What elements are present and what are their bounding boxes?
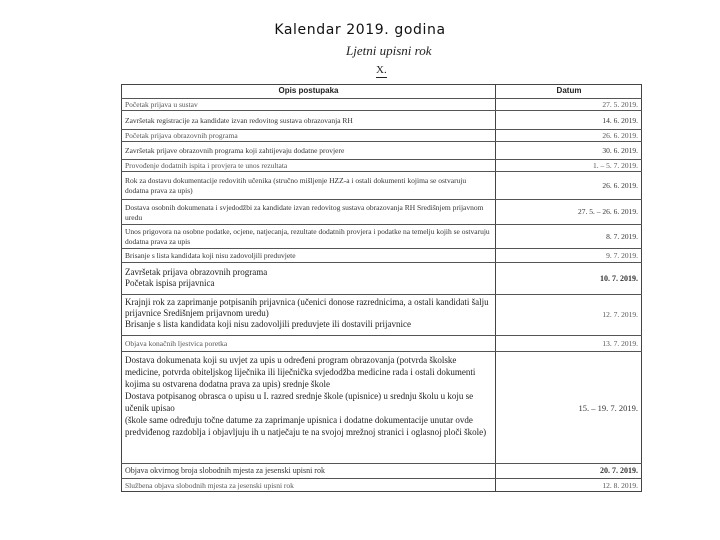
row-date: 14. 6. 2019. xyxy=(602,116,638,125)
row-description: Krajnji rok za zaprimanje potpisanih prijavnica (učenici donose razrednicima, a ostali kandidati šalju prijavnice Središnjem prijavnom uredu) Brisanje s lista kandidata koji nisu zadovoljili preduvjete ili dostavili prijavnice xyxy=(125,297,489,329)
table-row xyxy=(121,110,642,129)
table-row xyxy=(121,171,642,199)
row-description: Završetak prijava obrazovnih programa Početak ispisa prijavnica xyxy=(125,267,268,288)
row-date: 8. 7. 2019. xyxy=(606,232,638,241)
table-row xyxy=(121,129,642,141)
table-row xyxy=(121,248,642,262)
row-date: 30. 6. 2019. xyxy=(602,146,638,155)
row-date: 13. 7. 2019. xyxy=(602,339,638,348)
row-description: Dostava dokumenata koji su uvjet za upis u određeni program obrazovanja (potvrda školske medicine, potvrda obiteljskog liječnika ili liječnička svjedodžba medicine rada i ostali dokumenti kojima su ostvarena dodatna prava za upis) srednje škole Dostava potpisanog obrasca o upisu u I. razred srednje škole (upisnice) u srednju školu u koju se učenik upisao (škole same određuju točne datume za zaprimanje upisnica i dodatne dokumentacije unutar ovde predviđenog razdoblja i objavljuju ih u natječaju te na svojoj mrežnoj stranici i oglasnoj ploči škole) xyxy=(125,355,487,437)
table-row xyxy=(121,224,642,248)
row-date: 9. 7. 2019. xyxy=(606,251,638,260)
row-date: 12. 8. 2019. xyxy=(602,481,638,490)
row-date: 15. – 19. 7. 2019. xyxy=(578,403,638,413)
table-row xyxy=(121,98,642,110)
table-row xyxy=(121,478,642,492)
column-header-date: Datum xyxy=(556,86,582,95)
row-date: 10. 7. 2019. xyxy=(600,274,638,283)
row-description: Završetak prijave obrazovnih programa koji zahtijevaju dodatne provjere xyxy=(125,146,345,155)
row-description: Objava okvirnog broja slobodnih mjesta za jesenski upisni rok xyxy=(125,466,325,475)
row-description: Rok za dostavu dokumentacije redovitih učenika (stručno mišljenje HZZ-a i ostali dokumenti kojima se ostvaruju dodatna prava za upis) xyxy=(125,176,467,195)
row-description: Završetak registracije za kandidate izvan redovitog sustava obrazovanja RH xyxy=(125,116,353,125)
row-date: 12. 7. 2019. xyxy=(602,310,638,319)
document-subheading: X. xyxy=(376,64,387,76)
row-description: Provođenje dodatnih ispita i provjera te unos rezultata xyxy=(125,161,288,170)
row-date: 20. 7. 2019. xyxy=(600,466,638,475)
row-description: Početak prijava u sustav xyxy=(125,100,198,109)
table-row xyxy=(121,294,642,335)
row-date: 26. 6. 2019. xyxy=(602,131,638,140)
row-description: Objava konačnih ljestvica poretka xyxy=(125,339,228,348)
document-heading: Ljetni upisni rok xyxy=(346,43,432,58)
table-row xyxy=(121,262,642,294)
slide-title: Kalendar 2019. godina xyxy=(274,22,446,38)
row-date: 26. 6. 2019. xyxy=(602,181,638,190)
table-row xyxy=(121,351,642,463)
row-description: Unos prigovora na osobne podatke, ocjene, natjecanja, rezultate dodatnih provjera i podatke na temelju kojih se ostvaruju dodatna prava za upis xyxy=(125,227,490,246)
table-row xyxy=(121,141,642,159)
row-description: Dostava osobnih dokumenata i svjedodžbi za kandidate izvan redovitog sustava obrazovanja RH Središnjem prijavnom uredu xyxy=(125,203,484,222)
row-description: Službena objava slobodnih mjesta za jesenski upisni rok xyxy=(125,481,294,490)
row-date: 27. 5. 2019. xyxy=(602,100,638,109)
table-row xyxy=(121,199,642,224)
row-date: 1. – 5. 7. 2019. xyxy=(593,161,638,170)
table-row xyxy=(121,463,642,478)
column-header-description: Opis postupaka xyxy=(278,86,339,95)
table-row xyxy=(121,159,642,171)
table-row xyxy=(121,335,642,351)
row-description: Brisanje s lista kandidata koji nisu zadovoljili preduvjete xyxy=(125,251,296,260)
row-description: Početak prijava obrazovnih programa xyxy=(125,131,238,140)
row-date: 27. 5. – 26. 6. 2019. xyxy=(578,207,638,216)
